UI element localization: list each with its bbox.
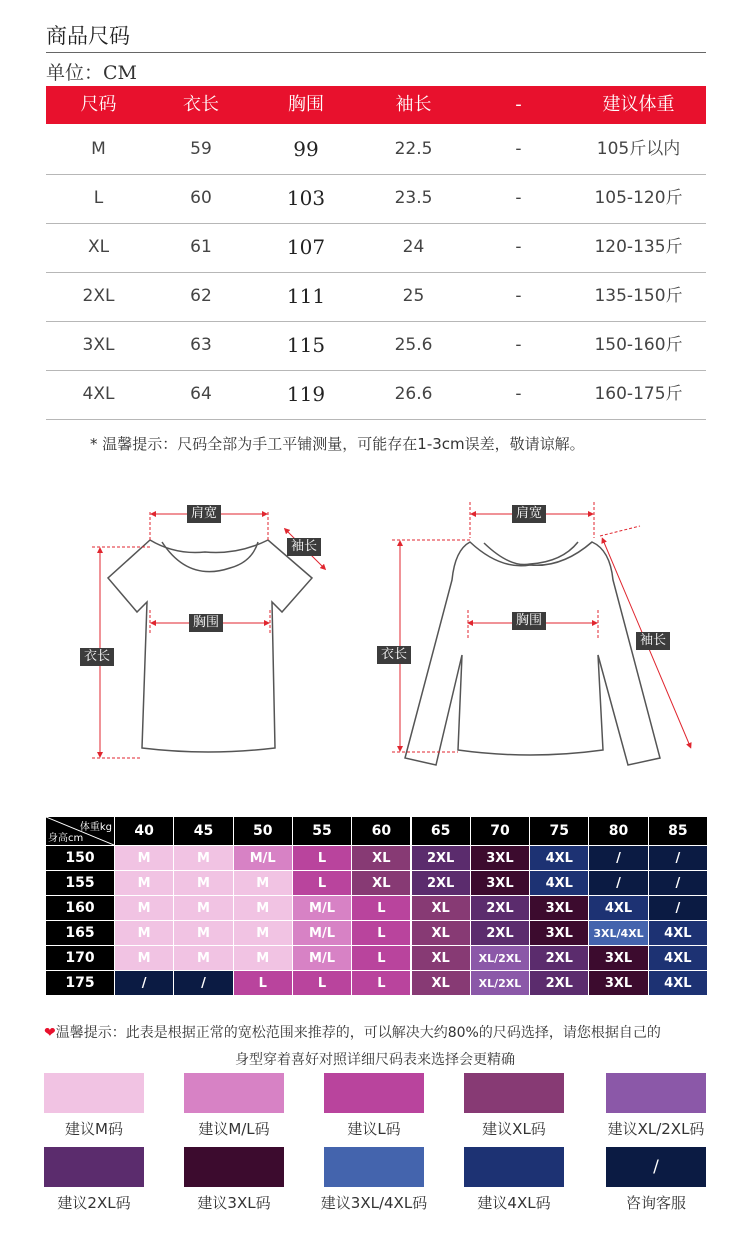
size-recommendation-cell: 3XL [588, 970, 647, 995]
size-recommendation-cell: XL [411, 945, 470, 970]
page-title: 商品尺码 [46, 24, 130, 48]
weight-header: 80 [588, 817, 647, 845]
size-table-cell: XL [87, 237, 110, 257]
chart-tip-line2: 身型穿着喜好对照详细尺码表来选择会更精确 [235, 1052, 515, 1068]
size-table-cell: 24 [402, 237, 425, 257]
size-recommendation-cell: 3XL [470, 845, 529, 870]
size-recommendation-cell: / [114, 970, 173, 995]
tshirt-chest-label: 胸围 [189, 614, 223, 632]
measurement-tip: * 温馨提示：尺码全部为手工平铺测量，可能存在1-3cm误差，敬请谅解。 [90, 435, 585, 453]
heart-icon: ❤ [44, 1025, 56, 1041]
height-header: 155 [46, 870, 114, 895]
title-divider [46, 52, 706, 53]
weight-header: 65 [411, 817, 470, 845]
size-table-cell: 115 [286, 333, 326, 357]
size-table-cell: 25 [402, 286, 425, 306]
legend-label: 建议3XL码 [197, 1194, 271, 1212]
size-header-cell: 袖长 [395, 94, 432, 115]
size-recommendation-cell: / [173, 970, 232, 995]
height-header: 165 [46, 920, 114, 945]
legend-label: 建议4XL码 [477, 1194, 551, 1212]
size-table-cell: 135-150斤 [594, 286, 683, 306]
size-recommendation-cell: M [173, 845, 232, 870]
legend-swatch [324, 1073, 424, 1113]
size-recommendation-cell: 4XL [529, 870, 588, 895]
size-recommendation-cell: 3XL [529, 920, 588, 945]
size-recommendation-cell: M [114, 945, 173, 970]
size-header-cell: - [515, 94, 522, 115]
size-recommendation-cell: 4XL [648, 970, 707, 995]
size-table-cell: - [515, 286, 522, 306]
legend-label: 建议M码 [65, 1120, 123, 1138]
size-recommendation-cell: XL [411, 895, 470, 920]
legend-label: 咨询客服 [625, 1194, 686, 1212]
size-recommendation-cell: 4XL [529, 845, 588, 870]
weight-header: 75 [529, 817, 588, 845]
size-recommendation-cell: / [648, 870, 707, 895]
corner-height-label: 身高cm [48, 833, 84, 844]
legend-swatch [464, 1147, 564, 1187]
height-header: 170 [46, 945, 114, 970]
size-recommendation-cell: M [114, 895, 173, 920]
size-table-cell: 63 [190, 335, 212, 355]
size-recommendation-cell: 4XL [648, 945, 707, 970]
size-recommendation-cell: 2XL [411, 870, 470, 895]
size-table-cell: 119 [286, 382, 326, 406]
size-recommendation-cell: 2XL [470, 920, 529, 945]
size-recommendation-cell: L [292, 845, 351, 870]
legend-swatch [44, 1073, 144, 1113]
size-table-cell: L [93, 188, 104, 208]
weight-header: 50 [233, 817, 292, 845]
legend-swatch-text: / [653, 1157, 659, 1177]
weight-header: 45 [173, 817, 232, 845]
longsleeve-chest-label: 胸围 [512, 612, 546, 630]
size-recommendation-cell: XL [351, 870, 410, 895]
legend-swatch [606, 1073, 706, 1113]
size-recommendation-cell: M/L [233, 845, 292, 870]
size-recommendation-cell: / [588, 845, 647, 870]
size-table-cell: 120-135斤 [594, 237, 683, 257]
height-header: 150 [46, 845, 114, 870]
size-table-cell: 2XL [82, 286, 115, 306]
longsleeve-outline [405, 542, 660, 765]
corner-weight-label: 体重kg [79, 822, 112, 833]
height-header: 160 [46, 895, 114, 920]
size-table-cell: 23.5 [394, 188, 433, 208]
size-table-cell: - [515, 335, 522, 355]
size-table-cell: 150-160斤 [594, 335, 683, 355]
size-table-header [46, 86, 706, 124]
tshirt-sleeve-label: 袖长 [287, 538, 321, 556]
size-recommendation-cell: 2XL [529, 945, 588, 970]
size-recommendation-cell: M [114, 845, 173, 870]
size-table-row [46, 272, 706, 322]
chart-corner [46, 817, 114, 845]
legend-swatch [606, 1147, 706, 1187]
size-table-cell: - [515, 188, 522, 208]
legend-label: 建议XL/2XL码 [607, 1120, 705, 1138]
size-header-cell: 衣长 [183, 94, 219, 115]
size-header-cell: 建议体重 [602, 94, 675, 115]
size-table-cell: 107 [286, 235, 326, 259]
legend-swatch [184, 1147, 284, 1187]
size-table-cell: 26.6 [394, 384, 433, 404]
weight-header: 55 [292, 817, 351, 845]
size-recommendation-cell: M [173, 870, 232, 895]
size-recommendation-cell: L [351, 945, 410, 970]
legend-swatch [464, 1073, 564, 1113]
size-recommendation-cell: M [233, 920, 292, 945]
size-recommendation-cell: 2XL [411, 845, 470, 870]
size-table-cell: 3XL [82, 335, 115, 355]
size-table-row [46, 321, 706, 371]
size-table-row [46, 125, 706, 175]
size-recommendation-cell: M [173, 920, 232, 945]
size-table-cell: 103 [286, 186, 326, 210]
height-header: 175 [46, 970, 114, 995]
size-recommendation-cell: 3XL/4XL [588, 920, 647, 945]
size-table-cell: M [91, 139, 106, 159]
weight-header: 85 [648, 817, 707, 845]
size-table-cell: 105-120斤 [594, 188, 683, 208]
legend-label: 建议2XL码 [57, 1194, 131, 1212]
size-recommendation-cell: M [173, 945, 232, 970]
weight-header: 60 [351, 817, 410, 845]
size-header-cell: 胸围 [288, 94, 324, 115]
size-recommendation-cell: M [233, 945, 292, 970]
tshirt-length-label: 衣长 [80, 648, 114, 666]
size-table-cell: 99 [293, 137, 319, 161]
size-table-cell: 105斤以内 [596, 139, 681, 159]
weight-header: 40 [114, 817, 173, 845]
size-recommendation-cell: 3XL [529, 895, 588, 920]
size-recommendation-cell: XL [411, 920, 470, 945]
size-recommendation-cell: XL/2XL [470, 970, 529, 995]
size-recommendation-cell: M [233, 895, 292, 920]
chart-tip-text: 温馨提示：此表是根据正常的宽松范围来推荐的，可以解决大约80%的尺码选择，请您根据自己的 [55, 1025, 661, 1041]
size-table-cell: 62 [190, 286, 212, 306]
size-recommendation-cell: M [173, 895, 232, 920]
size-recommendation-cell: L [351, 970, 410, 995]
longsleeve-length-label: 衣长 [377, 646, 411, 664]
size-recommendation-cell: XL [351, 845, 410, 870]
size-table-cell: 60 [190, 188, 212, 208]
size-recommendation-cell: M/L [292, 945, 351, 970]
weight-header: 70 [470, 817, 529, 845]
size-recommendation-cell: M [114, 920, 173, 945]
size-recommendation-cell: 4XL [588, 895, 647, 920]
size-header-cell: 尺码 [80, 94, 117, 115]
size-recommendation-cell: XL [411, 970, 470, 995]
size-table-row [46, 370, 706, 420]
size-recommendation-cell: L [292, 870, 351, 895]
size-recommendation-cell: L [351, 920, 410, 945]
size-table-row [46, 174, 706, 224]
size-recommendation-cell: / [648, 895, 707, 920]
size-recommendation-cell: M [114, 870, 173, 895]
size-table-row [46, 223, 706, 273]
legend-swatch [324, 1147, 424, 1187]
size-recommendation-cell: M [233, 870, 292, 895]
size-recommendation-cell: L [292, 970, 351, 995]
size-recommendation-cell: 2XL [529, 970, 588, 995]
tshirt-outline [108, 540, 312, 752]
size-recommendation-cell: M/L [292, 895, 351, 920]
longsleeve-sleeve-label: 袖长 [636, 632, 670, 650]
unit-label: 单位：CM [46, 62, 137, 84]
chart-tip [44, 1022, 724, 1042]
size-recommendation-cell: 4XL [648, 920, 707, 945]
size-table-cell: - [515, 237, 522, 257]
size-recommendation-cell: 3XL [470, 870, 529, 895]
size-recommendation-cell: 2XL [470, 895, 529, 920]
legend-swatch [184, 1073, 284, 1113]
size-table-cell: - [515, 384, 522, 404]
size-table-cell: 160-175斤 [594, 384, 683, 404]
size-table-cell: - [515, 139, 522, 159]
size-recommendation-cell: L [233, 970, 292, 995]
size-table-cell: 25.6 [394, 335, 433, 355]
tshirt-shoulder-label: 肩宽 [187, 505, 221, 523]
size-recommendation-cell: L [351, 895, 410, 920]
size-table-cell: 59 [190, 139, 212, 159]
legend-label: 建议M/L码 [198, 1120, 270, 1138]
size-recommendation-cell: M/L [292, 920, 351, 945]
longsleeve-shoulder-label: 肩宽 [512, 505, 546, 523]
size-table-cell: 111 [286, 284, 326, 308]
size-recommendation-cell: XL/2XL [470, 945, 529, 970]
size-table-cell: 22.5 [394, 139, 433, 159]
legend-label: 建议L码 [347, 1120, 401, 1138]
size-recommendation-cell: / [588, 870, 647, 895]
size-table-cell: 64 [190, 384, 212, 404]
legend-swatch [44, 1147, 144, 1187]
size-table-cell: 61 [190, 237, 212, 257]
size-recommendation-cell: / [648, 845, 707, 870]
size-table-cell: 4XL [82, 384, 115, 404]
legend-label: 建议3XL/4XL码 [320, 1194, 428, 1212]
legend-label: 建议XL码 [482, 1120, 546, 1138]
size-recommendation-cell: 3XL [588, 945, 647, 970]
